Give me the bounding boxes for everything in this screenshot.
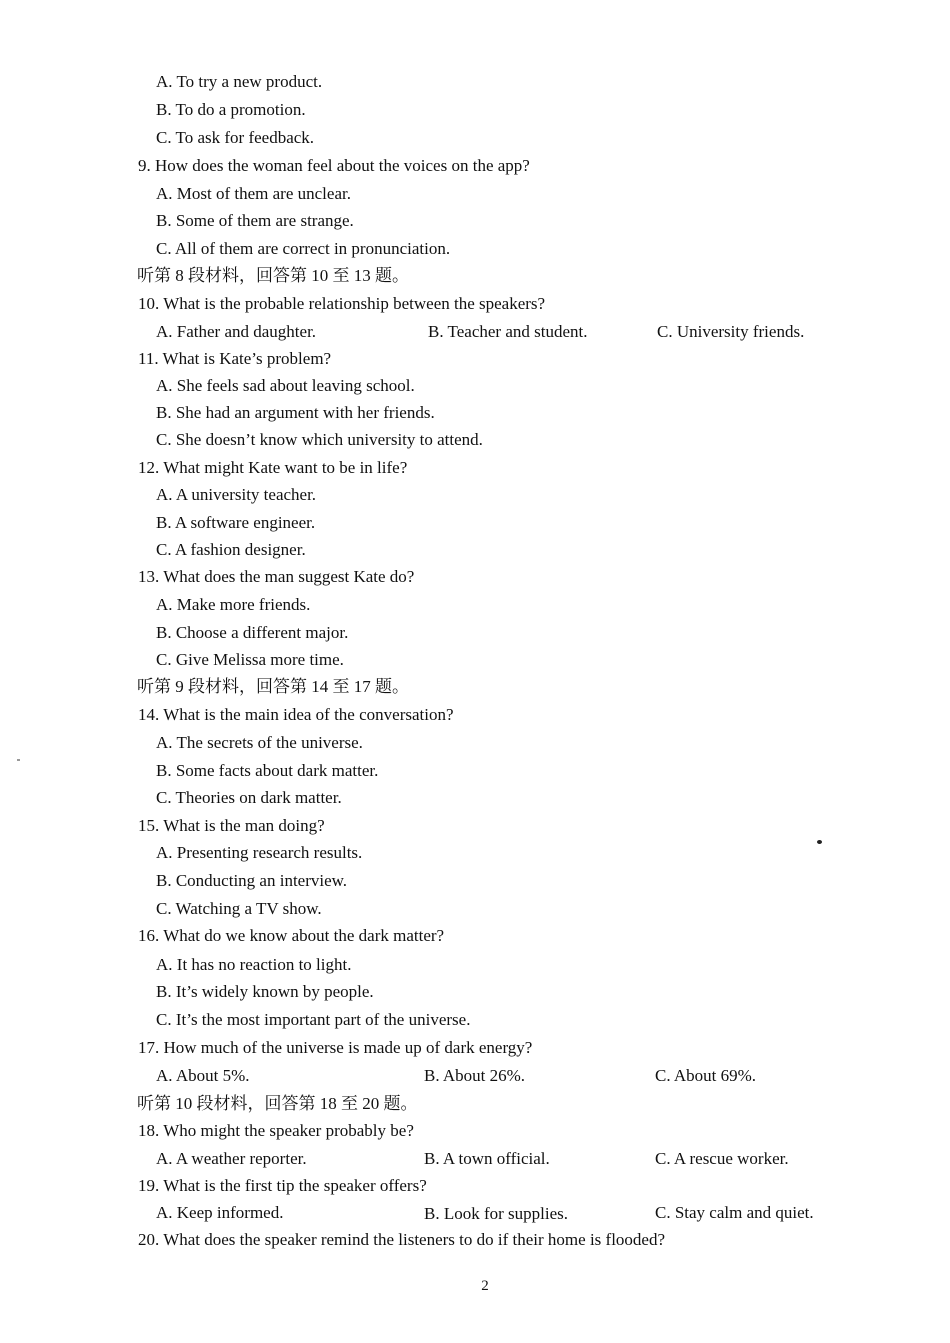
q12-option-b: B. A software engineer. [156, 513, 316, 532]
q12-option-c: C. A fashion designer. [156, 540, 306, 559]
q19-option-c: C. Stay calm and quiet. [655, 1203, 814, 1222]
q9-option-a: A. Most of them are unclear. [156, 184, 351, 203]
q12-option-a: A. A university teacher. [156, 485, 317, 504]
question-20: 20. What does the speaker remind the listeners to do if their home is flooded? [138, 1230, 666, 1249]
scan-speck [817, 840, 822, 844]
q11-option-b: B. She had an argument with her friends. [156, 403, 435, 422]
q17-option-c: C. About 69%. [655, 1066, 757, 1085]
option-c: C. To ask for feedback. [156, 128, 315, 147]
q13-option-b: B. Choose a different major. [156, 623, 349, 642]
q13-option-a: A. Make more friends. [156, 595, 311, 614]
q14-option-a: A. The secrets of the universe. [156, 733, 363, 752]
page-number: 2 [481, 1278, 489, 1294]
q18-option-b: B. A town official. [424, 1149, 550, 1168]
q18-option-c: C. A rescue worker. [655, 1149, 789, 1168]
q18-option-a: A. A weather reporter. [156, 1149, 307, 1168]
q19-option-b: B. Look for supplies. [424, 1204, 569, 1223]
question-12: 12. What might Kate want to be in life? [138, 458, 408, 477]
q16-option-b: B. It’s widely known by people. [156, 982, 374, 1001]
q10-option-a: A. Father and daughter. [156, 322, 317, 341]
question-14: 14. What is the main idea of the conversation? [138, 705, 454, 724]
q15-option-b: B. Conducting an interview. [156, 871, 348, 890]
q16-option-c: C. It’s the most important part of the universe. [156, 1010, 471, 1029]
q13-option-c: C. Give Melissa more time. [156, 650, 344, 669]
scan-mark [17, 759, 20, 761]
q15-option-c: C. Watching a TV show. [156, 899, 322, 918]
question-15: 15. What is the man doing? [138, 816, 325, 835]
question-16: 16. What do we know about the dark matter? [138, 926, 445, 945]
section-10-heading: 听第 10 段材料，回答第 18 至 20 题。 [137, 1094, 418, 1113]
q19-option-a: A. Keep informed. [156, 1203, 284, 1222]
section-9-heading: 听第 9 段材料，回答第 14 至 17 题。 [137, 677, 409, 696]
q11-option-a: A. She feels sad about leaving school. [156, 376, 415, 395]
question-19: 19. What is the first tip the speaker offers? [138, 1176, 427, 1195]
q17-option-b: B. About 26%. [424, 1066, 526, 1085]
option-b: B. To do a promotion. [156, 100, 306, 119]
q14-option-b: B. Some facts about dark matter. [156, 761, 379, 780]
q9-option-b: B. Some of them are strange. [156, 211, 354, 230]
section-8-heading: 听第 8 段材料，回答第 10 至 13 题。 [137, 266, 409, 285]
q15-option-a: A. Presenting research results. [156, 843, 363, 862]
question-17: 17. How much of the universe is made up of dark energy? [138, 1038, 533, 1057]
question-13: 13. What does the man suggest Kate do? [138, 567, 415, 586]
q9-option-c: C. All of them are correct in pronunciation. [156, 239, 451, 258]
q16-option-a: A. It has no reaction to light. [156, 955, 352, 974]
q10-option-c: C. University friends. [657, 322, 805, 341]
question-18: 18. Who might the speaker probably be? [138, 1121, 414, 1140]
q10-option-b: B. Teacher and student. [428, 322, 588, 341]
option-a: A. To try a new product. [156, 72, 323, 91]
q17-option-a: A. About 5%. [156, 1066, 250, 1085]
q14-option-c: C. Theories on dark matter. [156, 788, 342, 807]
question-11: 11. What is Kate’s problem? [138, 349, 332, 368]
question-10: 10. What is the probable relationship between the speakers? [138, 294, 546, 313]
q11-option-c: C. She doesn’t know which university to attend. [156, 430, 483, 449]
question-9: 9. How does the woman feel about the voices on the app? [138, 156, 530, 175]
